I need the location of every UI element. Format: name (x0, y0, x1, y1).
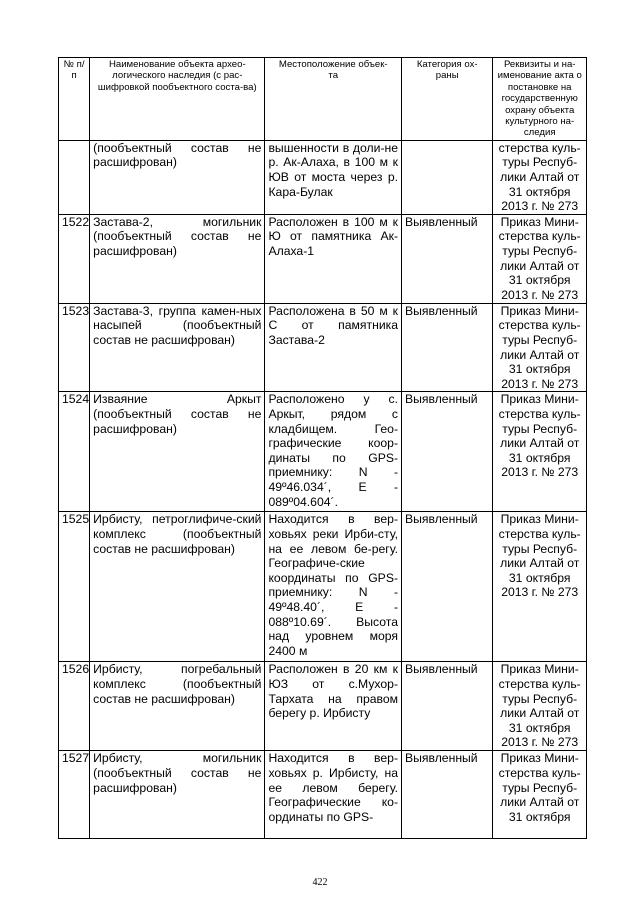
table-row (59, 662, 587, 751)
protection-category-cell (402, 140, 493, 214)
protection-category-cell: Выявленный (402, 512, 493, 662)
registration-act-cell: Приказ Мини-стерства куль-туры Респуб-лики Алтай от 31 октября 2013 г. № 273 (493, 214, 587, 303)
row-number-cell: 1522 (59, 214, 90, 303)
header-num: № п/п (59, 58, 90, 141)
table-header-row (59, 58, 587, 141)
page-number: 422 (312, 877, 328, 888)
protection-category-cell: Выявленный (402, 303, 493, 392)
table-row (59, 140, 587, 214)
registration-act-cell: Приказ Мини-стерства куль-туры Респуб-лики Алтай от 31 октября (493, 751, 587, 839)
object-name-cell: Ирбисту, могильник (пообъектный состав не расшифрован) (90, 751, 265, 839)
table-row (59, 214, 587, 303)
registration-act-cell: Приказ Мини-стерства куль-туры Респуб-лики Алтай от 31 октября 2013 г. № 273 (493, 662, 587, 751)
header-act: Реквизиты и на-именование акта о постановке на государственную охрану объекта культурного на-следия (493, 58, 587, 141)
protection-category-cell: Выявленный (402, 392, 493, 512)
table-row (59, 303, 587, 392)
row-number-cell: 1524 (59, 392, 90, 512)
object-name-cell: Застава-2, могильник (пообъектный состав не расшифрован) (90, 214, 265, 303)
location-cell: Расположен в 100 м к Ю от памятника Ак-Алаха-1 (265, 214, 402, 303)
location-cell: Находится в вер-ховьях реки Ирби-сту, на ее левом бе-регу. Географиче-ские координаты по GPS-приемнику: N - 49º48.40´, E - 088º10.69´. Высота над уровнем моря 2400 м (265, 512, 402, 662)
header-name: Наименование объекта архео-логического наследия (с рас-шифровкой пообъектного соста-ва) (90, 58, 265, 141)
object-name-cell: (пообъектный состав не расшифрован) (90, 140, 265, 214)
row-number-cell: 1523 (59, 303, 90, 392)
object-name-cell: Ирбисту, погребальный комплекс (пообъектный состав не расшифрован) (90, 662, 265, 751)
table-row (59, 392, 587, 512)
row-number-cell (59, 140, 90, 214)
header-location: Местоположение объек-та (265, 58, 402, 141)
object-name-cell: Застава-3, группа камен-ных насыпей (пообъектный состав не расшифрован) (90, 303, 265, 392)
heritage-register-table (58, 57, 587, 839)
location-cell: Расположена в 50 м к С от памятника Застава-2 (265, 303, 402, 392)
row-number-cell: 1527 (59, 751, 90, 839)
protection-category-cell: Выявленный (402, 214, 493, 303)
registration-act-cell: Приказ Мини-стерства куль-туры Респуб-лики Алтай от 31 октября 2013 г. № 273 (493, 512, 587, 662)
object-name-cell: Изваяние Аркыт (пообъектный состав не расшифрован) (90, 392, 265, 512)
table-row (59, 512, 587, 662)
location-cell: Расположено у с. Аркыт, рядом с кладбищем. Гео-графические коор-динаты по GPS-приемнику: N - 49º46.034´, E - 089º04.604´. (265, 392, 402, 512)
row-number-cell: 1525 (59, 512, 90, 662)
protection-category-cell: Выявленный (402, 662, 493, 751)
registration-act-cell: Приказ Мини-стерства куль-туры Респуб-лики Алтай от 31 октября 2013 г. № 273 (493, 392, 587, 512)
header-category: Категория ох-раны (402, 58, 493, 141)
table-row (59, 751, 587, 839)
protection-category-cell: Выявленный (402, 751, 493, 839)
location-cell: Находится в вер-ховьях р. Ирбисту, на ее левом берегу. Географические ко-ординаты по GPS- (265, 751, 402, 839)
location-cell: вышенности в доли-не р. Ак-Алаха, в 100 м к ЮВ от моста через р. Кара-Булак (265, 140, 402, 214)
registration-act-cell: Приказ Мини-стерства куль-туры Респуб-лики Алтай от 31 октября 2013 г. № 273 (493, 303, 587, 392)
row-number-cell: 1526 (59, 662, 90, 751)
registration-act-cell: стерства куль-туры Респуб-лики Алтай от 31 октября 2013 г. № 273 (493, 140, 587, 214)
object-name-cell: Ирбисту, петроглифиче-ский комплекс (пообъектный состав не расшифрован) (90, 512, 265, 662)
location-cell: Расположен в 20 км к ЮЗ от с.Мухор-Тархата на правом берегу р. Ирбисту (265, 662, 402, 751)
